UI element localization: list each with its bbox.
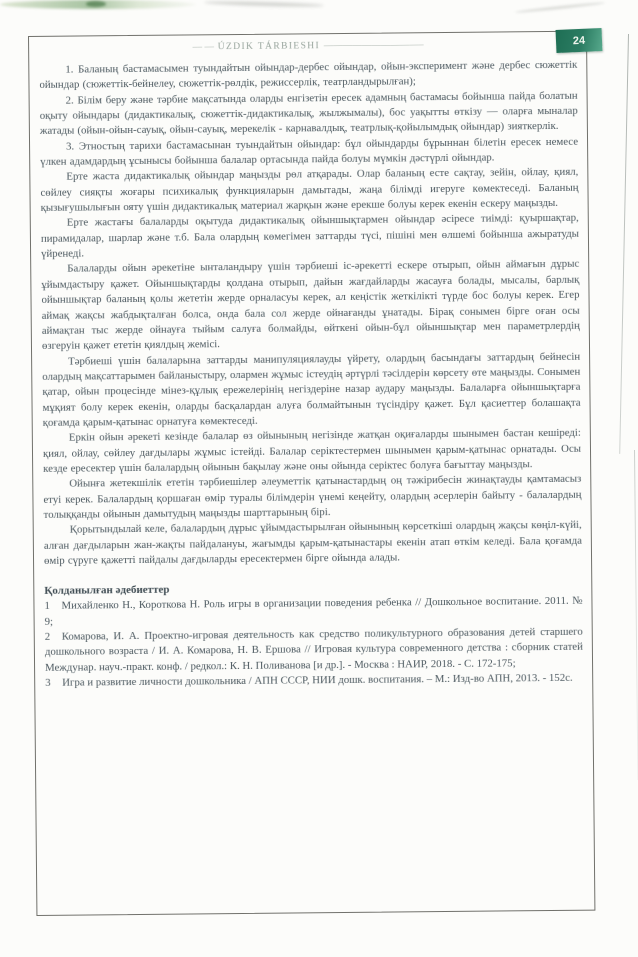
scan-artifact-green-dot bbox=[86, 1, 106, 7]
page-number-badge bbox=[556, 28, 603, 53]
scan-artifact-sheet-edge-upper bbox=[619, 34, 629, 454]
paragraph-didactic-games-role: Ерте жаста дидактикалық ойындар маңызды рөл атқарады. Олар баланың есте сақтау, зейін, ойлау, қиял, сөйлеу сияқты жоғары психикалық функцияларын дамытады, жаңа білімді игеруге көмектеседі. Баланың қызығушылығын ояту үшін дидактикалық материал жарқын және ерекше болуы керек екенін ескеру маңызды. bbox=[40, 166, 579, 214]
header-title: ÚZDIK TÁRBIESHI bbox=[217, 41, 321, 53]
scan-artifact-gray-streak-right bbox=[515, 1, 605, 13]
reference-number: 2 bbox=[44, 630, 51, 643]
scan-artifact-sheet-edge-lower bbox=[634, 450, 638, 780]
reference-text: Комарова, И. А. Проектно-игровая деятельность как средство поликультурного образования детей старшего дошкольного возраста / И. А. Комарова, Н. В. Ершова // Игровая культура современного детства : сборник статей Междунар. науч.-практ. конф. / редкол.: К. Н. Поливанова [и др.]. - Москва : НАИР, 2018. - С. 172-175; bbox=[44, 625, 583, 674]
paragraph-social-experience: Ойынға жетекшілік ететін тәрбиешілер әлеуметтік қатынастардың оң тәжірибесін жинақтауды қамтамасыз етуі керек. Балалардың қоршаған өмір туралы білімдерін үнемі кеңейту, олардың әсерлерін байыту - балалардың толыққанды ойынын дамытудың маңызды шарттарының бірі. bbox=[43, 472, 582, 521]
paragraph-free-play: Еркін ойын әрекеті кезінде балалар өз ойынының негізінде жатқан оқиғаларды шынымен бастан кешіреді: қиял, ойлау, сөйлеу дағдылары жұмыс істейді. Балалар серіктестермен шынымен қарым-қатынас орнатады. Осы кезде ересектер үшін балалардың ойынын бақылау және оны ойында серіктес болуға бағыттау маңызды. bbox=[42, 426, 582, 475]
page-content bbox=[39, 37, 583, 692]
reference-number: 1 bbox=[44, 600, 50, 613]
header-left-dashes: –– –– bbox=[192, 42, 215, 53]
page-border-frame bbox=[28, 31, 595, 916]
reference-text: Михайленко Н., Короткова Н. Роль игры в организации поведения ребенка // Дошкольное воспитание. 2011. № 9; bbox=[44, 595, 583, 628]
references-heading: Қолданылған әдебиеттер bbox=[44, 584, 170, 598]
paragraph-didactic-toys: Ерте жастағы балаларды оқытуда дидактикалық ойыншықтармен ойындар әсіресе тиімді: қуыршақтар, пирамидалар, шарлар және т.б. Бала олардың көмегімен заттарды түсі, пішіні мен өлшемі бойынша ажыратуды үйренеді. bbox=[40, 212, 579, 261]
reference-text: Игра и развитие личности дошкольника / АПН СССР, НИИ дошк. воспитания. – М.: Изд-во АПН, 2013. - 152с. bbox=[62, 671, 573, 689]
paragraph-games-ethnic-tradition: 3. Этностың тарихи бастамасынан туындайтын ойындар: бұл ойындарды бұрыннан білетін ересек немесе үлкен адамдардың ұсынысы бойынша балалар ортасында пайда болуы мүмкін дәстүрлі ойындар. bbox=[40, 135, 579, 168]
scan-artifact-gray-streak bbox=[204, 0, 324, 7]
paragraph-teacher-guidance: Тәрбиеші үшін балаларына заттарды манипуляциялауды үйрету, олардың басындағы заттардың бейнесін олардың мақсаттарымен байланыстыру, олармен жұмыс істеудің әртүрлі тәсілдерін көрсету өте маңызды. Сонымен қатар, ойын процесінде мінез-құлық ережелерінің негіздеріне назар аудару маңызды. Балаларға ойыншықтарға мұқият болу керек екенін, оларды басқалардан алуға болмайтынын түсіндіру қажет. Бұл қасиеттер болашақта қоғамда қарым-қатынас орнатуға көмектеседі. bbox=[42, 350, 581, 429]
running-header bbox=[39, 39, 577, 54]
paragraph-conclusion: Қорытындылай келе, балалардың дұрыс ұйымдастырылған ойынының көрсеткіші олардың жақсы көңіл-күйі, алған дағдыларын жан-жақты пайдалануы, жағымды қарым-қатынастары екенін атап өткім келеді. Бала қоғамда өмір сүруге қажетті пайдалы дағдыларды ересектермен бірге ойында алады. bbox=[43, 519, 582, 567]
paragraph-games-child-initiative: 1. Баланың бастамасымен туындайтын ойындар-дербес ойындар, ойын-эксперимент және дербес сюжеттік ойындар (сюжеттік-бейнелеу, сюжеттік-рөлдік, режиссерлік, театрландырылған); bbox=[39, 58, 578, 92]
paragraph-games-adult-initiative: 2. Білім беру және тәрбие мақсатында оларды енгізетін ересек адамның бастамасы бойынша пайда болатын оқыту ойындары (дидактикалық, сюжеттік-дидактикалық, жылжымалы), бос уақытты өткізу — оларға мыналар жатады (ойын-ойын-сауық, ойын-сауық, мерекелік - карнавалдық, театрлық-қойылымдық ойындар) зияткерлік. bbox=[39, 89, 578, 138]
reference-number: 3 bbox=[45, 676, 51, 689]
paragraph-play-area-organization: Балаларды ойын әрекетіне ынталандыру үшін тәрбиеші іс-әрекетті ескере отырып, ойын аймағын дұрыс ұйымдастыру қажет. Ойыншықтарды қолдана отырып, дайын жағдайларды жасауға болады, мысалы, барлық ойыншықтар баланың қолы жететін жерде орналасуы керек, ал кеңістік жеткілікті түрде бос болуы керек. Егер аймақ жақсы жабдықталған болса, онда бала сол жерде ойнағанды ұнатады. Бірақ сонымен бірге оған осы аймақтан тыс жерде ойнауға тыйым салуға болмайды, өйткені ойын-бұл ойыншықтар мен параметрлердің өзгеруін қажет ететін қиялдың жемісі. bbox=[41, 258, 580, 353]
header-right-dashes: ––––––––––––––––––––– bbox=[323, 40, 424, 52]
page-number: 24 bbox=[572, 34, 586, 47]
reference-item-2 bbox=[45, 625, 583, 676]
